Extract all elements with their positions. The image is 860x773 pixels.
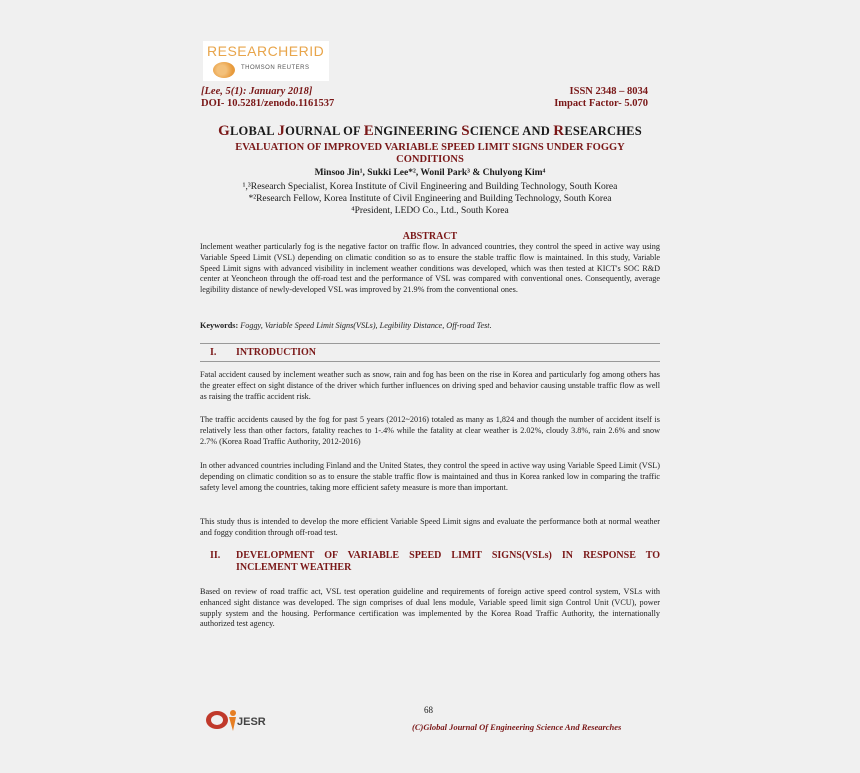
section-2-title-line-2: INCLEMENT WEATHER	[236, 562, 352, 573]
page-number: 68	[424, 705, 433, 715]
affiliation-2: *²Research Fellow, Korea Institute of Civil Engineering and Building Technology, South Korea	[248, 194, 612, 204]
thomson-reuters-wordmark: THOMSON REUTERS	[241, 65, 310, 71]
section-1-title: INTRODUCTION	[236, 347, 317, 358]
paragraph: The traffic accidents caused by the fog for past 5 years (2012~2016) totaled as many as 1,824 and though the number of accident itself is relatively less than other factors, fatality reaches to 1-.4% while the fatality at clear weather is 2.02%, cloudy 3.8%, rain 2.6% and snow 2.7% (Korea Road Traffic Authority, 2012-2016)	[200, 415, 660, 446]
citation: [Lee, 5(1): January 2018]	[201, 86, 313, 97]
issn: ISSN 2348 – 8034	[569, 86, 648, 97]
section-2-number: II.	[210, 550, 221, 561]
paper-title: EVALUATION OF IMPROVED VARIABLE SPEED LIMIT SIGNS UNDER FOGGY CONDITIONS	[235, 142, 625, 165]
paragraph: In other advanced countries including Finland and the United States, they control the speed in active way using Variable Speed Limit (VSL) depending on climatic condition so as to ensure the stable traffic flow is maintained and thus in Korea ranked low in comparing the traffic safety level among the countries, taking more efficient safety measure is more than important.	[200, 461, 660, 492]
researcherid-logo	[203, 41, 329, 81]
section-2-title-line-1: DEVELOPMENT OF VARIABLE SPEED LIMIT SIGNS(VSLs) IN RESPONSE TO	[236, 550, 660, 561]
impact-factor: Impact Factor- 5.070	[554, 98, 648, 109]
section-1-number: I.	[210, 347, 217, 358]
footer-copyright: (C)Global Journal Of Engineering Science And Researches	[412, 722, 622, 732]
journal-title: GLOBAL JOURNAL OF ENGINEERING SCIENCE AND RESEARCHES	[218, 123, 642, 139]
authors: Minsoo Jin¹, Sukki Lee*², Wonil Park³ & Chulyong Kim⁴	[314, 168, 546, 178]
researcherid-wordmark: RESEARCHERID	[207, 43, 325, 59]
keywords-label: Keywords:	[200, 321, 239, 330]
affiliation-1: ¹,³Research Specialist, Korea Institute of Civil Engineering and Building Technology, South Korea	[242, 182, 618, 192]
jesr-wordmark: JESR	[237, 716, 266, 728]
abstract-text: Inclement weather particularly fog is the negative factor on traffic flow. In advanced countries, they control the speed in active way using Variable Speed Limit (VSL) depending on climatic condition so as to ensure the stable traffic flow is maintained. In this study, Variable Speed Limit signs with advanced visibility in inclement weather conditions was developed, which was then tested at KICT's SOC R&D center at Yeoncheon through the off-road test and the performance of VSL was compared with conventional ones. Consequently, average legibility distance of newly-developed VSL was improved by 21.9% from the conventional ones.	[200, 242, 660, 295]
paragraph: Based on review of road traffic act, VSL test operation guideline and requirements of foreign active speed control system, VSLs with enhanced sight distance was developed. The sign comprises of dual lens module, Variable speed limit sign Control Unit (VCU), power supply system and the housing. Performance certification was implemented by the Korea Road Traffic Authority, the internationally authorized test agency.	[200, 587, 660, 629]
doi: DOI- 10.5281/zenodo.1161537	[201, 98, 335, 109]
keywords-list: Foggy, Variable Speed Limit Signs(VSLs), Legibility Distance, Off-road Test.	[240, 321, 492, 330]
section-divider	[200, 343, 660, 344]
thomson-reuters-icon	[213, 62, 235, 78]
paragraph: This study thus is intended to develop the more efficient Variable Speed Limit signs and evaluate the performance both at normal weather and foggy condition through off-road test.	[200, 517, 660, 537]
section-divider	[200, 361, 660, 362]
keywords	[200, 321, 660, 332]
affiliation-3: ⁴President, LEDO Co., Ltd., South Korea	[351, 206, 509, 216]
paragraph: Fatal accident caused by inclement weather such as snow, rain and fog has been on the rise in Korea and particularly fog among others has the greater effect on sight distance of the driver which further influences on driving sped and behavior causing unstable traffic flow as well as raising the traffic accident risk.	[200, 370, 660, 401]
abstract-heading: ABSTRACT	[402, 231, 458, 242]
